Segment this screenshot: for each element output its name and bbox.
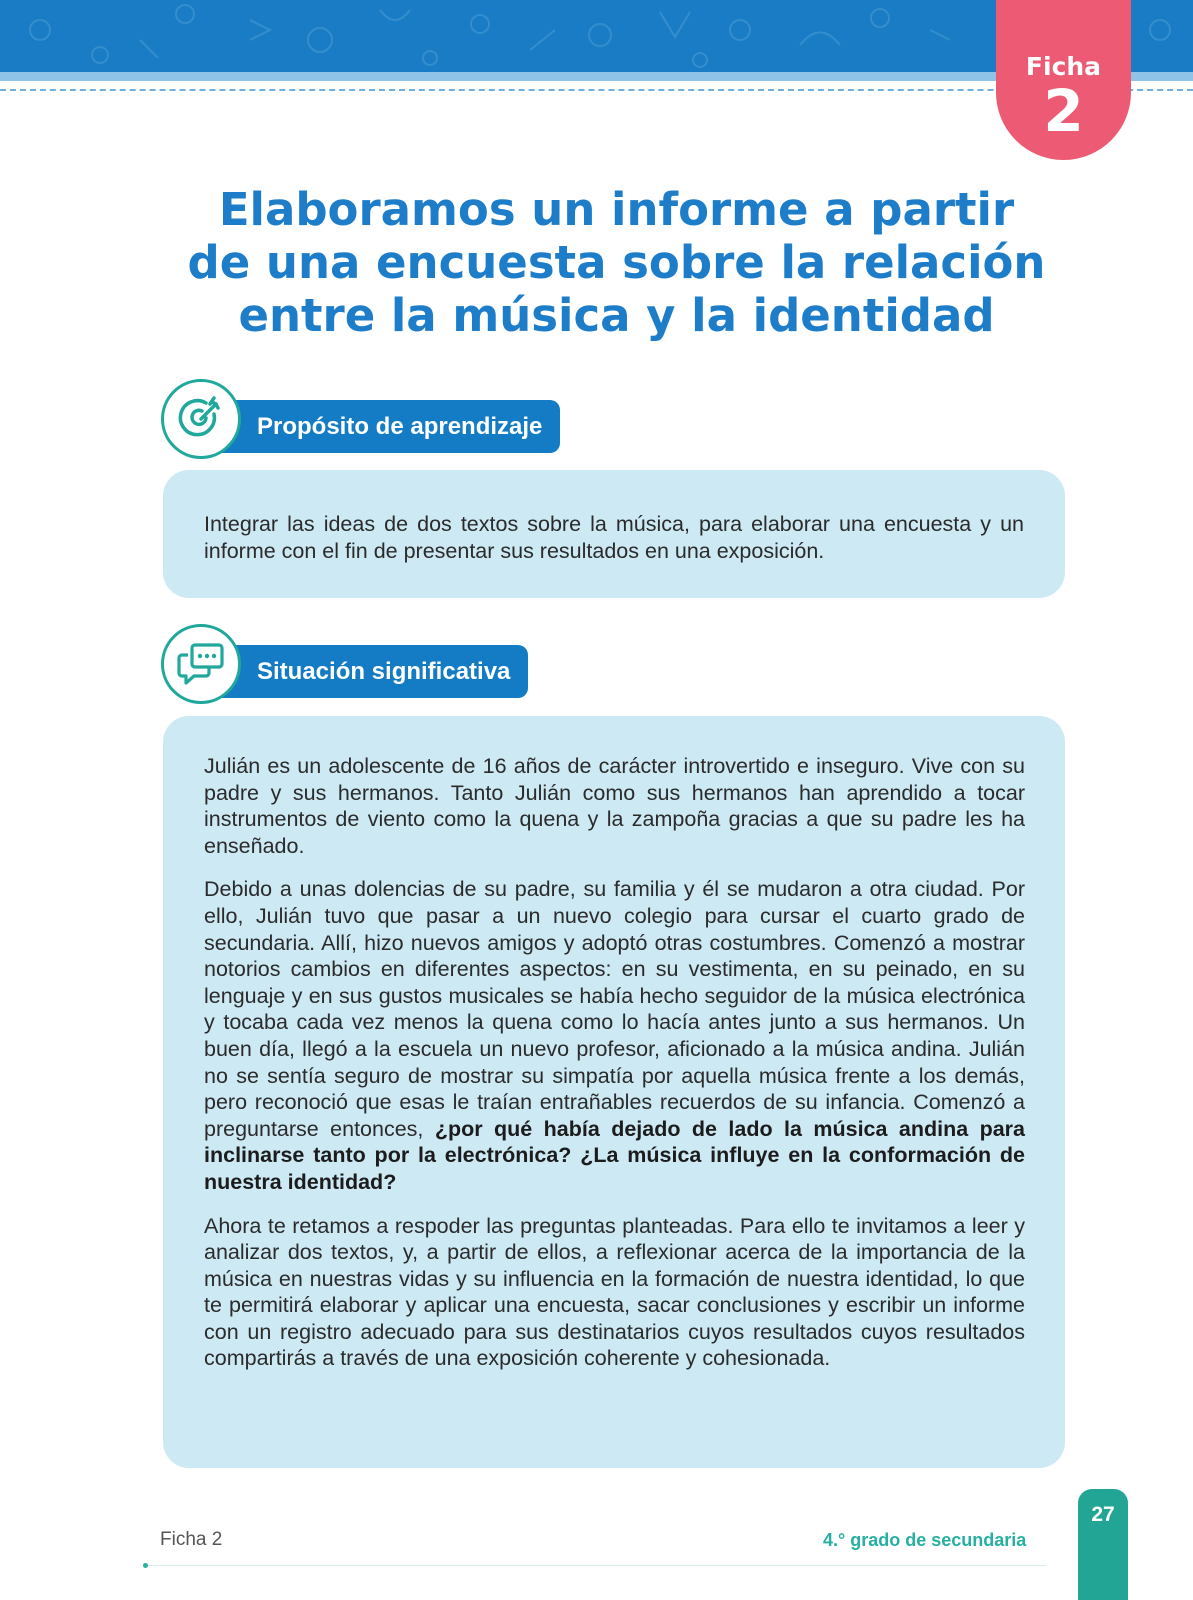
footer-dot <box>143 1563 148 1568</box>
page-number-tab <box>1078 1489 1128 1600</box>
situation-questions: ¿por qué había dejado de lado la música andina para inclinarse tanto por la electrónica? ¿La música influye en la conformación de nuestra identidad? <box>204 1116 1025 1194</box>
situation-paragraph-3: Ahora te retamos a respoder las preguntas planteadas. Para ello te invitamos a leer y analizar dos textos, y, a partir de ellos, a reflexionar acerca de la importancia de la música en nuestras vidas y su influencia en la formación de nuestra identidad, lo que te permitirá elaborar y aplicar una encuesta, sacar conclusiones y escribir un informe con un registro adecuado para sus destinatarios cuyos resultados cuyos resultados compartirás a través de una exposición coherente y cohesionada. <box>204 1213 1025 1371</box>
ficha-number: 2 <box>1043 77 1084 145</box>
footer-divider <box>146 1565 1046 1566</box>
ficha-label: Ficha <box>1025 52 1102 81</box>
purpose-section-title: Propósito de aprendizaje <box>201 400 560 453</box>
footer-ficha: Ficha 2 <box>160 1529 223 1550</box>
footer-grade: 4.° grado de secundaria <box>823 1530 1027 1550</box>
chat-bubbles-icon <box>161 624 241 704</box>
purpose-box <box>163 470 1065 598</box>
situation-paragraph-2-text: Debido a unas dolencias de su padre, su familia y él se mudaron a otra ciudad. Por ello, Julián tuvo que pasar a un nuevo colegio para cursar el cuarto grado de secundaria. Allí, hizo nuevos amigos y adoptó otras costumbres. Comenzó a mostrar notorios cambios en diferentes aspectos: en su vestimenta, en su peinado, en su lenguaje y en sus gustos musicales se había hecho seguidor de la música electrónica y tocaba cada vez menos la quena como lo hacía antes junto a sus hermanos. Un buen día, llegó a la escuela un nuevo profesor, aficionado a la música andina. Julián no se sentía seguro de mostrar su simpatía por aquella música frente a los demás, pero reconoció que esas le traían entrañables recuerdos de su infancia. Comenzó a preguntarse entonces, <box>204 877 1025 1141</box>
situation-section-header <box>161 624 621 706</box>
page-number: 27 <box>1091 1503 1115 1526</box>
purpose-section-header <box>161 379 621 461</box>
ficha-tab <box>996 0 1131 160</box>
situation-section-title: Situación significativa <box>201 645 528 698</box>
title-line-3: entre la música y la identidad <box>238 289 995 342</box>
title-line-1: Elaboramos un informe a partir <box>218 183 1015 236</box>
purpose-text: Integrar las ideas de dos textos sobre la música, para elaborar una encuesta y un informe con el fin de presentar sus resultados en una exposición. <box>204 512 1024 563</box>
situation-paragraph-1: Julián es un adolescente de 16 años de carácter introvertido e inseguro. Vive con su padre y sus hermanos. Tanto Julián como sus hermanos han aprendido a tocar instrumentos de viento como la quena y la zampoña gracias a que su padre les ha enseñado. <box>204 754 1025 858</box>
situation-box <box>163 716 1065 1468</box>
target-icon <box>161 379 241 459</box>
page-title <box>180 183 1053 342</box>
title-line-2: de una encuesta sobre la relación <box>187 236 1046 289</box>
situation-paragraph-2 <box>204 876 1025 1195</box>
